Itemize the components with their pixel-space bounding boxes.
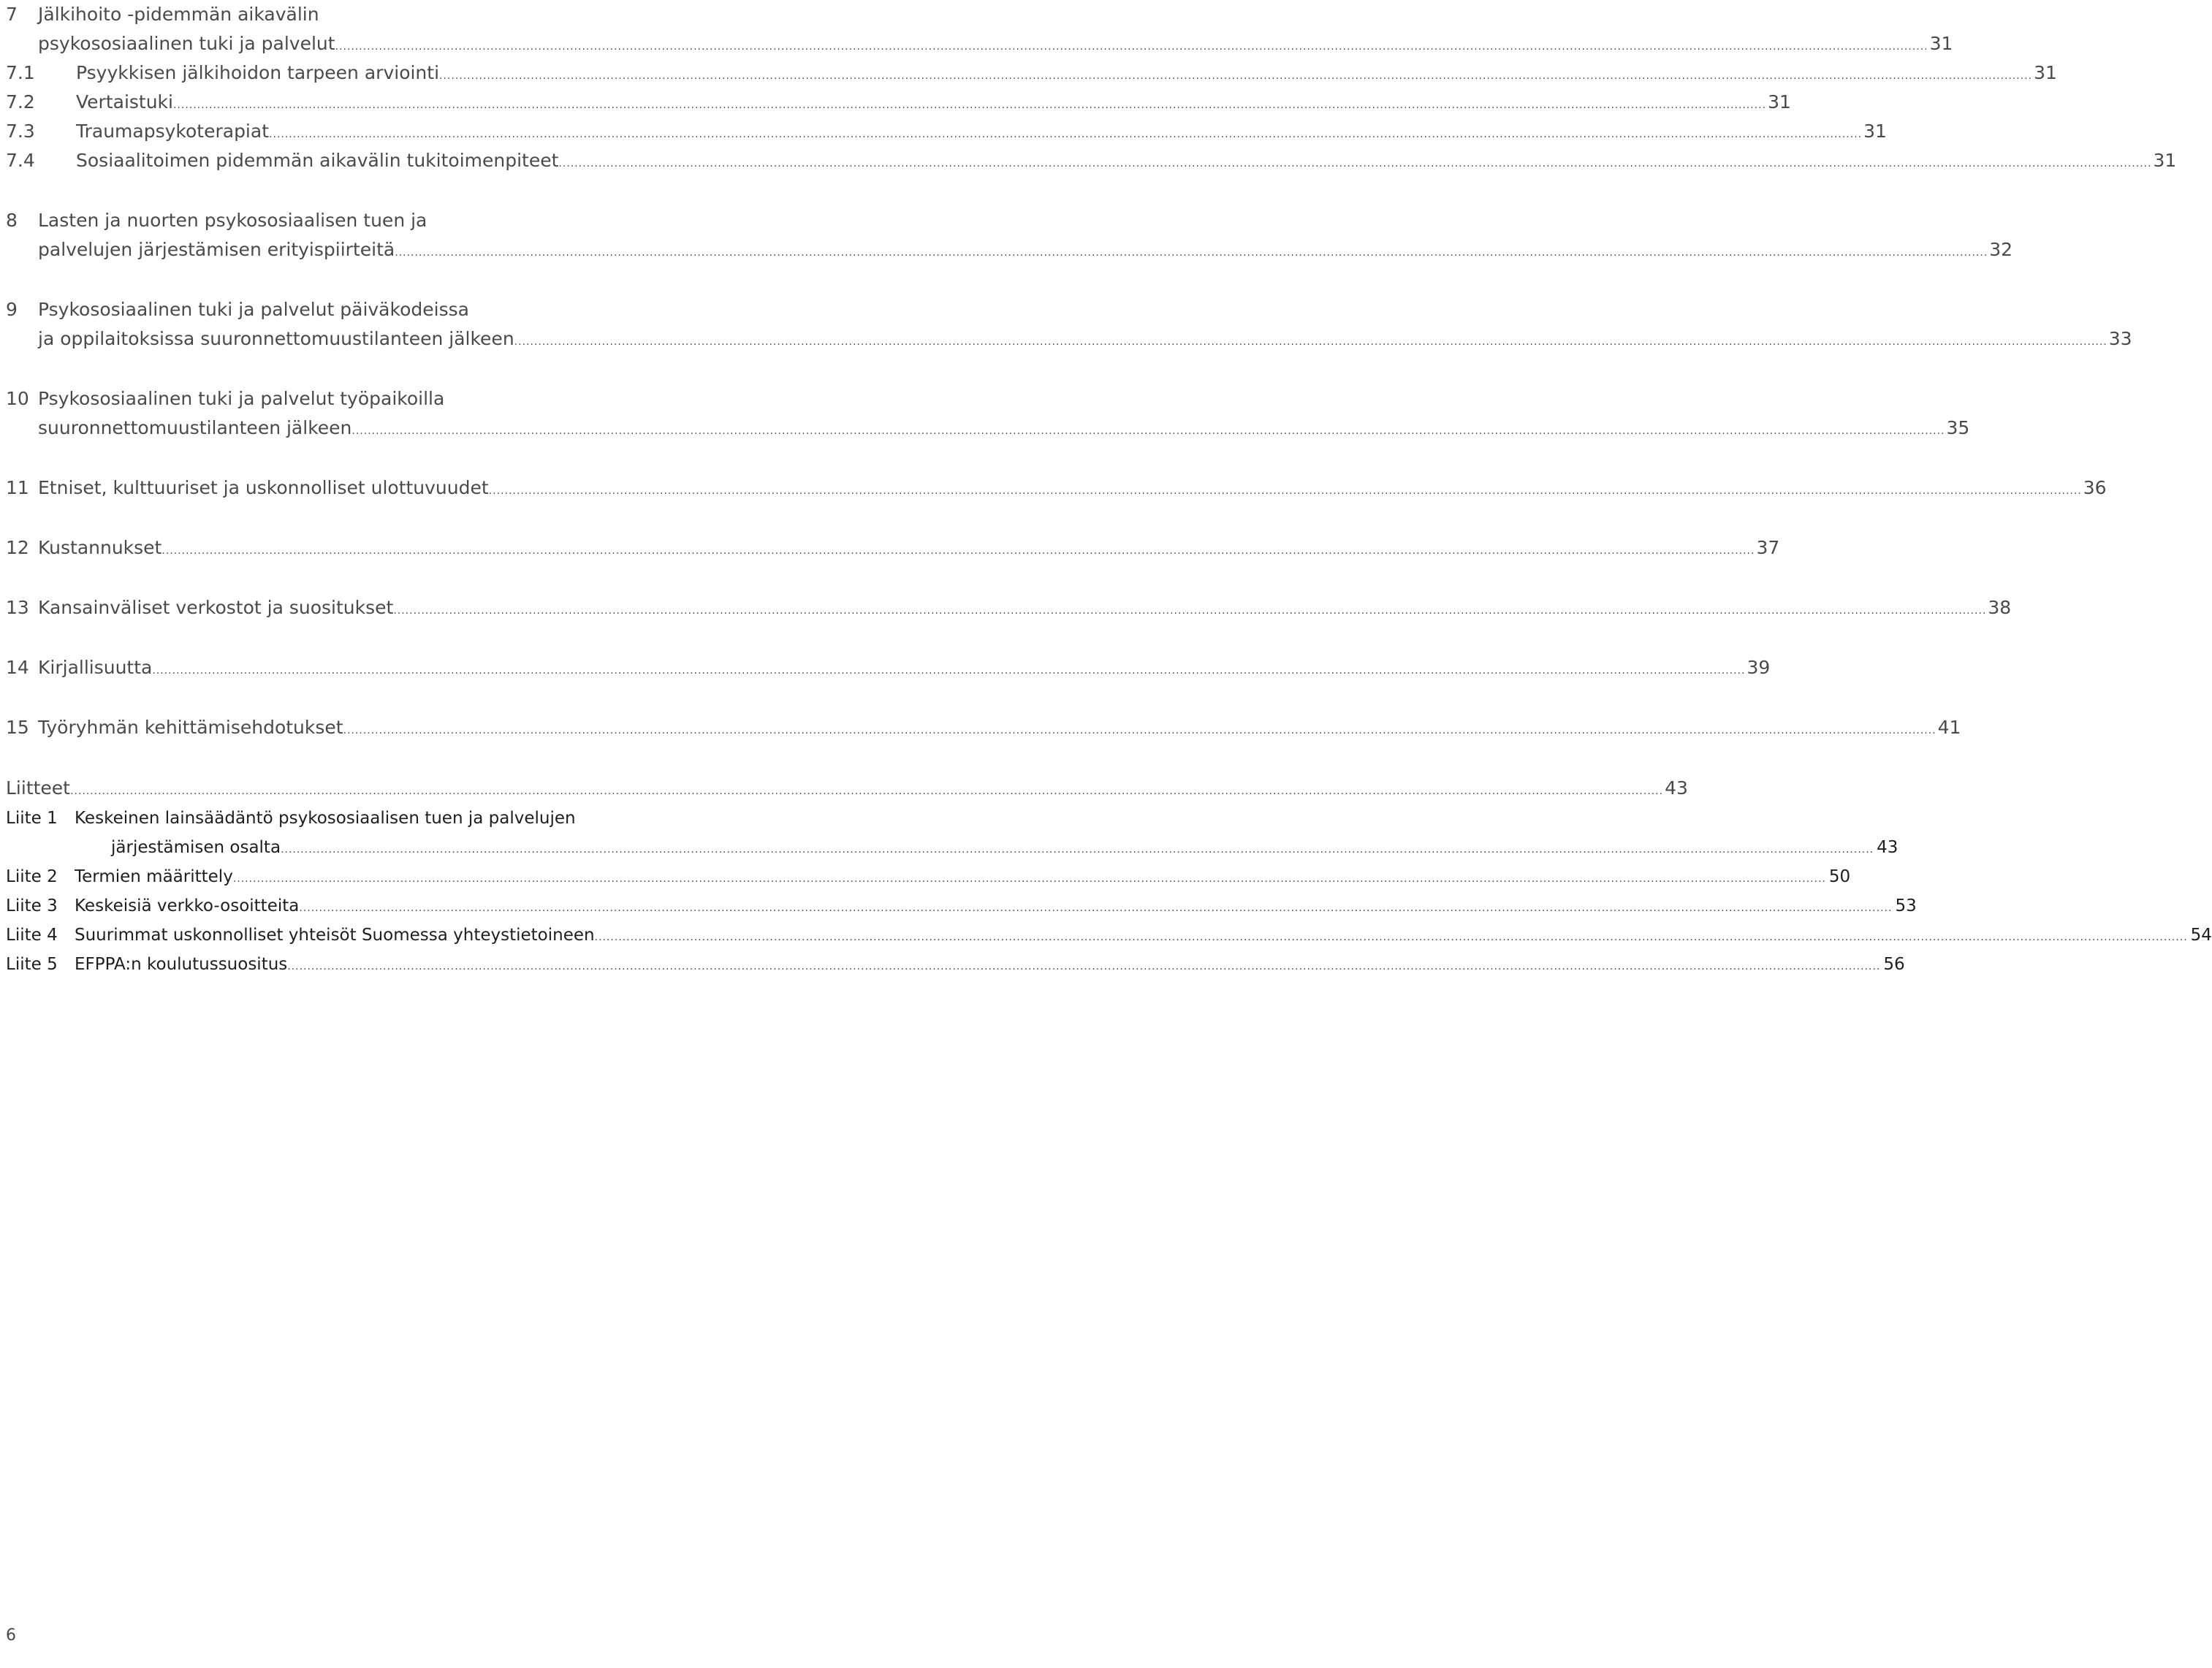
toc-page-number: 36	[2083, 477, 2107, 498]
toc-entry-title: järjestämisen osalta	[111, 838, 281, 857]
toc-leader-line	[6, 774, 1688, 803]
toc-entry-title: Keskeinen lainsäädäntö psykososiaalisen tuen ja palvelujen	[75, 809, 576, 828]
toc-entry-number: 13	[6, 597, 29, 618]
toc-entry-continuation[interactable]	[0, 235, 2013, 264]
toc-entry-title: Vertaistuki	[76, 91, 173, 113]
toc-entry-title: Traumapsykoterapiat	[76, 121, 270, 142]
leader-dots: ................................................................................................................................................................................................................................................................................................................................................................................................................	[514, 336, 2108, 348]
toc-entry-title: Jälkihoito -pidemmän aikavälin	[38, 4, 319, 25]
toc-entry[interactable]	[0, 921, 2212, 950]
toc-entry-title: Keskeisiä verkko-osoitteita	[75, 896, 300, 915]
toc-leader-line	[38, 29, 1953, 58]
leader-dots: ................................................................................................................................................................................................................................................................................................................................................................................................................	[70, 785, 1664, 797]
toc-entry-number: 7.3	[6, 121, 35, 142]
toc-entry-number: 7.1	[6, 62, 35, 83]
toc-page-number: 41	[1937, 717, 1961, 738]
toc-entry-number: 11	[6, 477, 29, 498]
toc-entry-title: Psyykkisen jälkihoidon tarpeen arviointi	[76, 62, 440, 83]
leader-dots: ................................................................................................................................................................................................................................................................................................................................................................................................................	[335, 41, 1928, 53]
toc-leader-line	[38, 473, 2107, 503]
toc-entry[interactable]	[0, 804, 702, 833]
toc-page-number: 43	[1665, 777, 1688, 799]
toc-leader-line	[76, 146, 2177, 175]
toc-entry[interactable]	[0, 774, 1688, 803]
toc-entry[interactable]	[0, 950, 1905, 979]
leader-dots: ................................................................................................................................................................................................................................................................................................................................................................................................................	[594, 932, 2188, 943]
toc-entry-number: Liite 4	[6, 926, 58, 945]
toc-entry-title: Sosiaalitoimen pidemmän aikavälin tukitoimenpiteet	[76, 150, 559, 171]
toc-entry-title: ja oppilaitoksissa suuronnettomuustilanteen jälkeen	[38, 328, 514, 349]
leader-dots: ................................................................................................................................................................................................................................................................................................................................................................................................................	[393, 605, 1987, 617]
toc-entry[interactable]	[0, 384, 702, 414]
toc-entry-title: Kirjallisuutta	[38, 657, 153, 678]
toc-entry-title: Lasten ja nuorten psykososiaalisen tuen ja	[38, 210, 427, 231]
toc-page-number: 37	[1756, 537, 1780, 558]
toc-entry-title: EFPPA:n koulutussuositus	[75, 955, 288, 974]
toc-leader-line	[38, 533, 1780, 563]
toc-entry[interactable]	[0, 0, 702, 29]
toc-entry-title: Kustannukset	[38, 537, 162, 558]
leader-dots: ................................................................................................................................................................................................................................................................................................................................................................................................................	[488, 485, 2082, 497]
leader-dots: ................................................................................................................................................................................................................................................................................................................................................................................................................	[351, 425, 1945, 437]
toc-entry[interactable]	[0, 58, 2057, 88]
toc-page-number: 31	[1768, 91, 1791, 113]
toc-leader-line	[76, 58, 2057, 88]
toc-entry[interactable]	[0, 146, 2177, 175]
toc-entry-number: 12	[6, 537, 29, 558]
toc-page-number: 31	[2034, 62, 2057, 83]
toc-entry-title: Suurimmat uskonnolliset yhteisöt Suomessa yhteystietoineen	[75, 926, 595, 945]
toc-entry-title: Työryhmän kehittämisehdotukset	[38, 717, 343, 738]
toc-entry-number: Liite 1	[6, 809, 58, 828]
toc-page-number: 31	[1863, 121, 1887, 142]
toc-entry-title: suuronnettomuustilanteen jälkeen	[38, 417, 352, 438]
toc-entry[interactable]	[0, 295, 702, 324]
toc-leader-line	[38, 414, 1970, 443]
toc-entry-title: palvelujen järjestämisen erityispiirteitä	[38, 239, 395, 260]
toc-entry-number: 9	[6, 299, 18, 320]
toc-leader-line	[75, 921, 2212, 950]
leader-dots: ................................................................................................................................................................................................................................................................................................................................................................................................................	[172, 99, 1767, 111]
toc-page-number: 43	[1877, 838, 1899, 857]
toc-page-number: 32	[1989, 239, 2013, 260]
toc-entry-number: 14	[6, 657, 29, 678]
toc-entry-title: Termien määrittely	[75, 867, 233, 886]
toc-page-number: 54	[2190, 926, 2212, 945]
toc-leader-line	[111, 833, 1899, 862]
toc-leader-line	[75, 891, 1917, 921]
toc-entry-continuation[interactable]	[0, 29, 1953, 58]
toc-page-number: 31	[1929, 33, 1953, 54]
leader-dots: ................................................................................................................................................................................................................................................................................................................................................................................................................	[269, 129, 1863, 140]
leader-dots: ................................................................................................................................................................................................................................................................................................................................................................................................................	[232, 873, 1826, 885]
toc-entry[interactable]	[0, 206, 702, 235]
toc-entry-continuation[interactable]	[0, 324, 2132, 354]
leader-dots: ................................................................................................................................................................................................................................................................................................................................................................................................................	[287, 961, 1881, 972]
toc-page-number: 53	[1895, 896, 1917, 915]
toc-entry-number: 7	[6, 4, 18, 25]
toc-page-number: 38	[1988, 597, 2012, 618]
toc-page-number: 33	[2108, 328, 2132, 349]
toc-page-number: 35	[1946, 417, 1970, 438]
toc-entry-number: 8	[6, 210, 18, 231]
toc-entry-number: 10	[6, 388, 29, 409]
toc-leader-line	[38, 713, 1961, 742]
toc-entry-title: psykososiaalinen tuki ja palvelut	[38, 33, 335, 54]
toc-entry-number: Liite 2	[6, 867, 58, 886]
toc-leader-line	[38, 324, 2132, 354]
toc-leader-line	[75, 950, 1905, 979]
leader-dots: ................................................................................................................................................................................................................................................................................................................................................................................................................	[281, 844, 1874, 856]
toc-entry-title: Etniset, kulttuuriset ja uskonnolliset ulottuvuudet	[38, 477, 489, 498]
leader-dots: ................................................................................................................................................................................................................................................................................................................................................................................................................	[395, 247, 1988, 259]
leader-dots: ................................................................................................................................................................................................................................................................................................................................................................................................................	[161, 545, 1755, 557]
leader-dots: ................................................................................................................................................................................................................................................................................................................................................................................................................	[439, 70, 2033, 82]
toc-entry[interactable]	[0, 533, 1780, 563]
toc-leader-line	[76, 117, 1887, 146]
toc-leader-line	[38, 593, 2012, 622]
toc-page-number: 56	[1883, 955, 1905, 974]
toc-entry-number: Liite 5	[6, 955, 58, 974]
leader-dots: ................................................................................................................................................................................................................................................................................................................................................................................................................	[558, 158, 2152, 170]
toc-entry-continuation[interactable]	[0, 414, 1970, 443]
toc-entry-number: 15	[6, 717, 29, 738]
toc-entry-title: Psykososiaalinen tuki ja palvelut päiväkodeissa	[38, 299, 469, 320]
toc-leader-line	[38, 653, 1771, 682]
toc-entry[interactable]	[0, 117, 1887, 146]
toc-entry-title: Psykososiaalinen tuki ja palvelut työpaikoilla	[38, 388, 445, 409]
toc-leader-line	[75, 862, 1851, 891]
toc-entry-continuation[interactable]	[0, 833, 1899, 862]
toc-entry-title: Liitteet	[6, 777, 70, 799]
leader-dots: ................................................................................................................................................................................................................................................................................................................................................................................................................	[299, 902, 1893, 914]
toc-entry[interactable]	[0, 862, 1851, 891]
toc-entry[interactable]	[0, 653, 1771, 682]
page-number: 6	[6, 1626, 16, 1645]
toc-page-number: 39	[1747, 657, 1771, 678]
toc-entry[interactable]	[0, 88, 1791, 117]
toc-entry[interactable]	[0, 713, 1961, 742]
toc-entry-number: Liite 3	[6, 896, 58, 915]
toc-entry-number: 7.4	[6, 150, 35, 171]
toc-leader-line	[76, 88, 1791, 117]
toc-entry-title: Kansainväliset verkostot ja suositukset	[38, 597, 394, 618]
toc-entry[interactable]	[0, 593, 2012, 622]
toc-entry[interactable]	[0, 891, 1917, 921]
leader-dots: ................................................................................................................................................................................................................................................................................................................................................................................................................	[343, 725, 1937, 736]
toc-page-number: 50	[1828, 867, 1851, 886]
toc-entry[interactable]	[0, 473, 2107, 503]
toc-page-number: 31	[2153, 150, 2177, 171]
toc-leader-line	[38, 235, 2013, 264]
toc-entry-number: 7.2	[6, 91, 35, 113]
leader-dots: ................................................................................................................................................................................................................................................................................................................................................................................................................	[152, 665, 1746, 677]
